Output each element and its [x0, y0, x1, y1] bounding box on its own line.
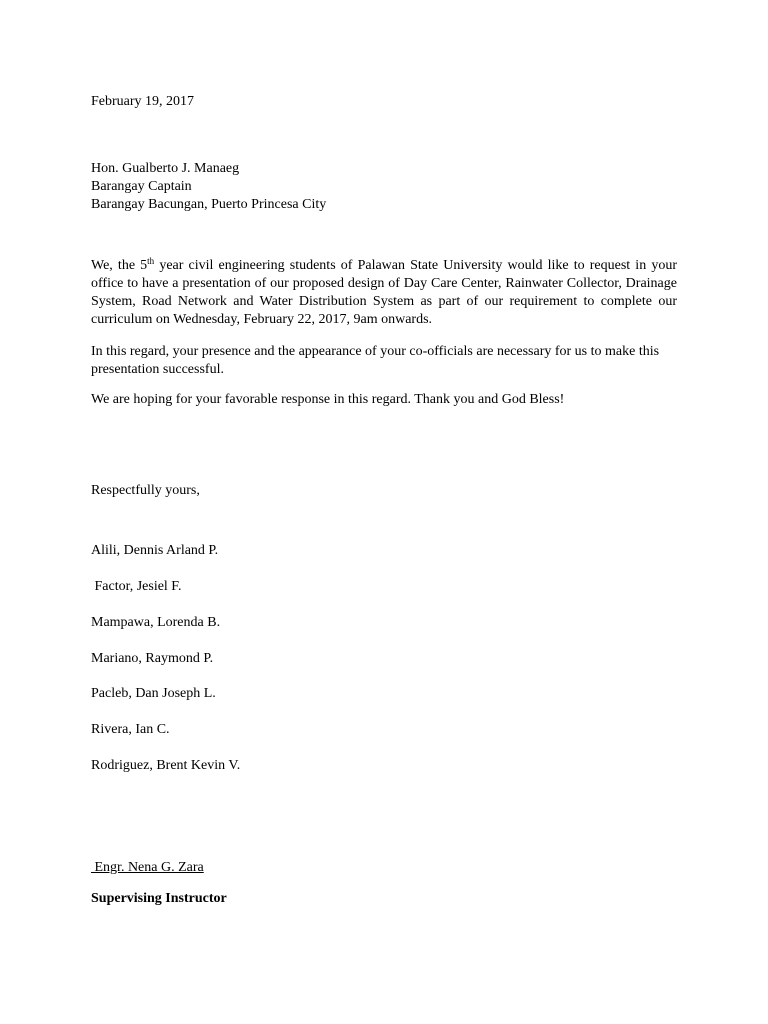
recipient-name: Hon. Gualberto J. Manaeg [91, 161, 240, 176]
signatory-name: Factor, Jesiel F. [91, 579, 182, 594]
signatory-name: Mampawa, Lorenda B. [91, 615, 221, 630]
signatory-name: Rodriguez, Brent Kevin V. [91, 758, 241, 773]
signatory-name: Alili, Dennis Arland P. [91, 543, 219, 558]
body-paragraph-1-lead: We, the 5 [91, 258, 148, 273]
letter-date: February 19, 2017 [91, 94, 195, 109]
instructor-name: Engr. Nena G. Zara [91, 860, 204, 875]
closing-salutation: Respectfully yours, [91, 483, 200, 498]
body-paragraph-1 [91, 257, 677, 329]
recipient-address: Barangay Bacungan, Puerto Princesa City [91, 197, 327, 212]
recipient-title: Barangay Captain [91, 179, 192, 194]
instructor-title: Supervising Instructor [91, 891, 227, 906]
body-paragraph-2: In this regard, your presence and the appearance of your co-officials are necessary for us to make this presentation successful. [91, 344, 660, 377]
signatory-name: Mariano, Raymond P. [91, 651, 214, 666]
body-paragraph-1-rest: year civil engineering students of Palawan State University would like to request in your office to have a presentation of our proposed design of Day Care Center, Rainwater Collector, Drainage System, Road Network and Water Distribution System as part of our requirement to complete our curriculum on Wednesday, February 22, 2017, 9am onwards. [91, 258, 677, 327]
ordinal-superscript: th [147, 256, 155, 266]
body-paragraph-3: We are hoping for your favorable response in this regard. Thank you and God Bless! [91, 392, 565, 407]
signatory-name: Rivera, Ian C. [91, 722, 170, 737]
signatory-name: Pacleb, Dan Joseph L. [91, 686, 216, 701]
